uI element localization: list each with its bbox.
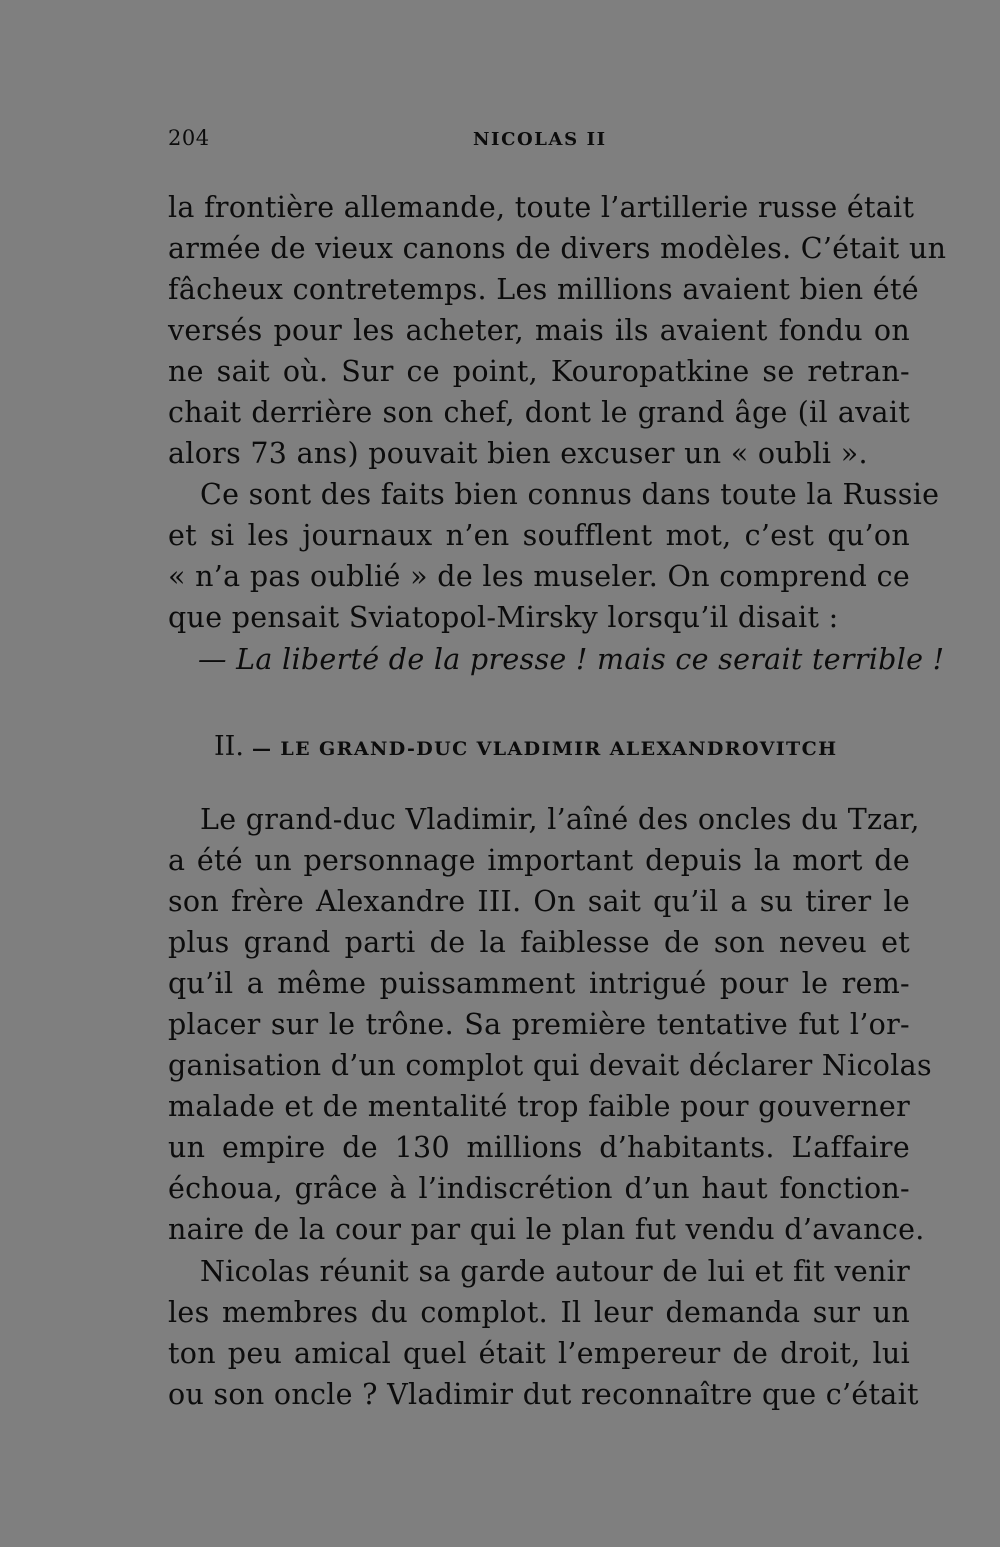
text-line: ganisation d’un complot qui devait déclarer Nicolas — [168, 1049, 932, 1082]
text-line: malade et de mentalité trop faible pour gouverner — [168, 1090, 910, 1123]
text-line: plus grand parti de la faiblesse de son neveu et — [168, 926, 910, 959]
text-line: a été un personnage important depuis la mort de — [168, 844, 910, 877]
running-title: NICOLAS II — [473, 129, 607, 150]
text-line: que pensait Sviatopol-Mirsky lorsqu’il disait : — [168, 601, 839, 634]
text-line: placer sur le trône. Sa première tentative fut l’or- — [168, 1008, 910, 1041]
page-number: 204 — [168, 126, 210, 150]
text-line: la frontière allemande, toute l’artillerie russe était — [168, 191, 915, 224]
text-line: échoua, grâce à l’indiscrétion d’un haut fonction- — [168, 1172, 910, 1205]
quote-line: — La liberté de la presse ! mais ce serait terrible ! — [198, 643, 945, 676]
text-line: versés pour les acheter, mais ils avaient fondu on — [168, 314, 910, 347]
text-line: ne sait où. Sur ce point, Kouropatkine se retran- — [168, 355, 910, 388]
section-heading — [214, 730, 864, 764]
text-line: Ce sont des faits bien connus dans toute la Russie — [200, 478, 940, 511]
text-line: chait derrière son chef, dont le grand âge (il avait — [168, 396, 910, 429]
text-line: naire de la cour par qui le plan fut vendu d’avance. — [168, 1213, 925, 1246]
text-line: armée de vieux canons de divers modèles. C’était un — [168, 232, 947, 265]
text-line: les membres du complot. Il leur demanda sur un — [168, 1296, 910, 1329]
text-line: un empire de 130 millions d’habitants. L’affaire — [168, 1131, 910, 1164]
text-line: ton peu amical quel était l’empereur de droit, lui — [168, 1337, 910, 1370]
text-line: ou son oncle ? Vladimir dut reconnaître que c’était — [168, 1378, 919, 1411]
text-line: son frère Alexandre III. On sait qu’il a su tirer le — [168, 885, 910, 918]
running-head — [168, 126, 908, 156]
text-line: Nicolas réunit sa garde autour de lui et fit venir — [200, 1255, 910, 1288]
text-line: alors 73 ans) pouvait bien excuser un « oubli ». — [168, 437, 868, 470]
text-line: « n’a pas oublié » de les museler. On comprend ce — [168, 560, 910, 593]
section-numeral: II. — [214, 731, 244, 762]
text-line: et si les journaux n’en soufflent mot, c’est qu’on — [168, 519, 910, 552]
text-line: Le grand-duc Vladimir, l’aîné des oncles du Tzar, — [200, 803, 920, 836]
text-line: qu’il a même puissamment intrigué pour le rem- — [168, 967, 910, 1000]
text-line: fâcheux contretemps. Les millions avaient bien été — [168, 273, 919, 306]
section-title: — LE GRAND-DUC VLADIMIR ALEXANDROVITCH — [251, 738, 838, 760]
